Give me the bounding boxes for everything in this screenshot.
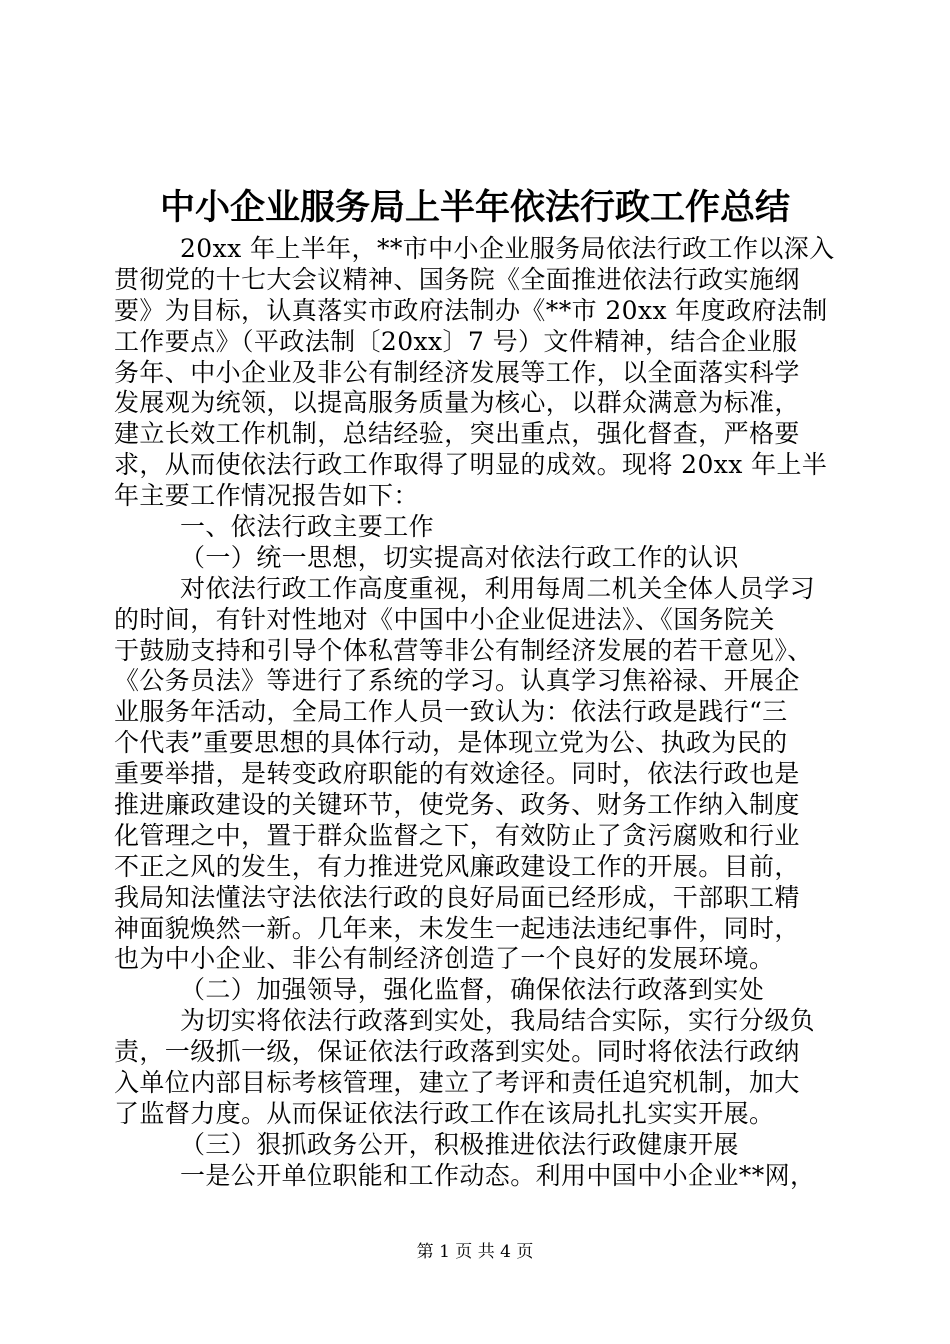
- paragraph-line: 贯彻党的十七大会议精神、国务院《全面推进依法行政实施纲: [114, 264, 800, 294]
- document-body: [114, 234, 834, 1192]
- paragraph-line: 建立长效工作机制，总结经验，突出重点，强化督查，严格要: [114, 419, 800, 449]
- page-footer: 第 1 页 共 4 页: [416, 1242, 534, 1262]
- paragraph-line: 神面貌焕然一新。几年来，未发生一起违法违纪事件，同时，: [114, 913, 800, 943]
- paragraph-line: 求，从而使依法行政工作取得了明显的成效。现将 20xx 年上半: [114, 450, 828, 480]
- paragraph-line: 工作要点》（平政法制〔20xx〕7 号）文件精神，结合企业服: [114, 326, 798, 356]
- paragraph-line: 入单位内部目标考核管理，建立了考评和责任追究机制，加大: [114, 1068, 800, 1098]
- subsection-heading: （二）加强领导，强化监督，确保依法行政落到实处: [180, 975, 765, 1005]
- subsection-heading: （三）狠抓政务公开，积极推进依法行政健康开展: [180, 1129, 739, 1159]
- paragraph-line: 化管理之中，置于群众监督之下，有效防止了贪污腐败和行业: [114, 820, 800, 850]
- paragraph-line: 的时间，有针对性地对《中国中小企业促进法》、《国务院关: [114, 604, 775, 634]
- paragraph-line: 一是公开单位职能和工作动态。利用中国中小企业**网，: [180, 1160, 816, 1190]
- paragraph-line: 务年、中小企业及非公有制经济发展等工作，以全面落实科学: [114, 357, 800, 387]
- paragraph-line: 了监督力度。从而保证依法行政工作在该局扎扎实实开展。: [114, 1098, 775, 1128]
- paragraph-line: 年主要工作情况报告如下：: [114, 481, 419, 511]
- paragraph-line: 业服务年活动，全局工作人员一致认为：依法行政是践行“三: [114, 697, 788, 727]
- subsection-heading: （一）统一思想，切实提高对依法行政工作的认识: [180, 542, 739, 572]
- paragraph-line: 《公务员法》等进行了系统的学习。认真学习焦裕禄、开展企: [114, 666, 800, 696]
- paragraph-line: 重要举措，是转变政府职能的有效途径。同时，依法行政也是: [114, 759, 800, 789]
- section-heading: 一、依法行政主要工作: [180, 512, 435, 542]
- paragraph-line: 责，一级抓一级，保证依法行政落到实处。同时将依法行政纳: [114, 1037, 800, 1067]
- paragraph-line: 于鼓励支持和引导个体私营等非公有制经济发展的若干意见》、: [114, 635, 813, 665]
- document-title: 中小企业服务局上半年依法行政工作总结: [159, 187, 790, 228]
- paragraph-line: 我局知法懂法守法依法行政的良好局面已经形成，干部职工精: [114, 882, 800, 912]
- paragraph-line: 推进廉政建设的关键环节，使党务、政务、财务工作纳入制度: [114, 790, 800, 820]
- paragraph-line: 也为中小企业、非公有制经济创造了一个良好的发展环境。: [114, 944, 775, 974]
- paragraph-line: 20xx 年上半年，**市中小企业服务局依法行政工作以深入: [180, 234, 835, 263]
- paragraph-line: 个代表”重要思想的具体行动，是体现立党为公、执政为民的: [114, 728, 788, 758]
- paragraph-line: 对依法行政工作高度重视，利用每周二机关全体人员学习: [180, 573, 816, 603]
- paragraph-line: 不正之风的发生，有力推进党风廉政建设工作的开展。目前，: [114, 851, 800, 881]
- paragraph-line: 要》为目标，认真落实市政府法制办《**市 20xx 年度政府法制: [114, 295, 828, 325]
- paragraph-line: 为切实将依法行政落到实处，我局结合实际，实行分级负: [180, 1006, 816, 1036]
- paragraph-line: 发展观为统领，以提高服务质量为核心，以群众满意为标准，: [114, 388, 800, 418]
